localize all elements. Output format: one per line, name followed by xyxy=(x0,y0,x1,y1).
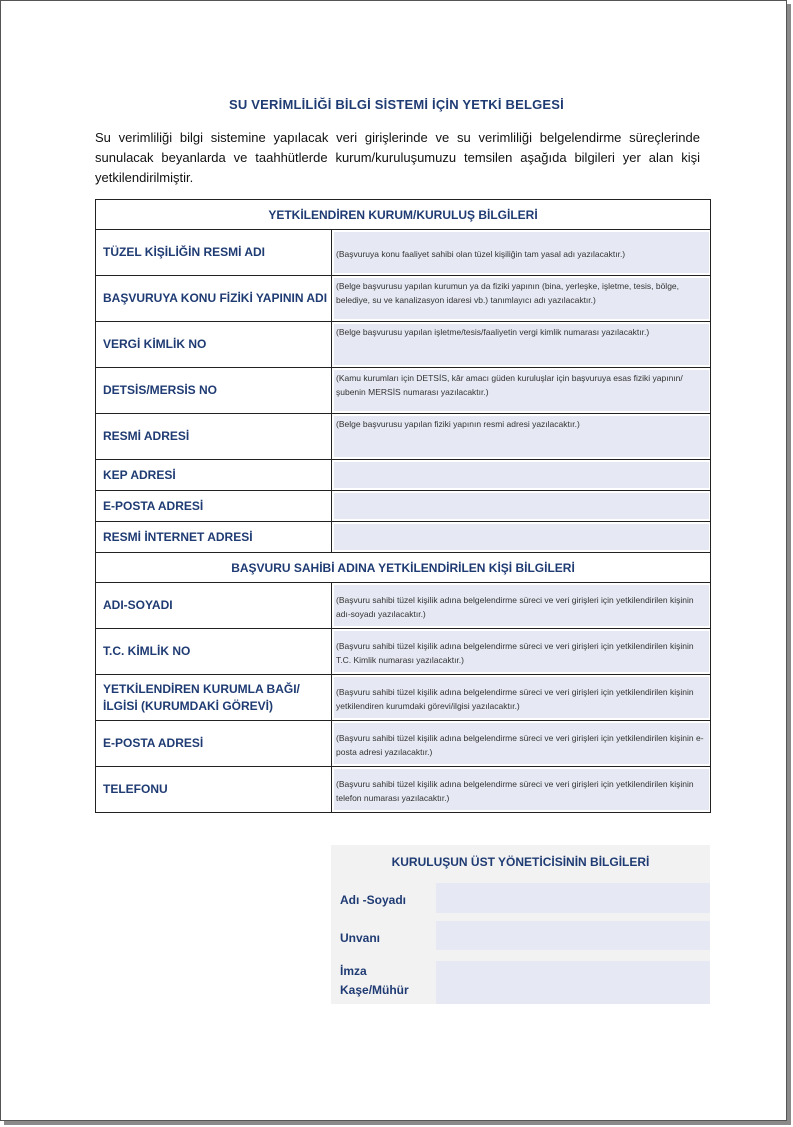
manager-name-label: Adı -Soyadı xyxy=(340,893,407,907)
manager-info-box xyxy=(331,845,710,1004)
signature-label: İmza xyxy=(340,964,367,978)
person-role-field[interactable] xyxy=(332,675,711,721)
intro-line: yetkilendirilmiştir. xyxy=(95,170,194,185)
field-hint: (Belge başvurusu yapılan fiziki yapının resmi adresi yazılacaktır.) xyxy=(336,419,580,429)
authorization-form-table xyxy=(95,199,711,813)
stamp-label: Kaşe/Mühür xyxy=(340,983,409,997)
intro-line: Su verimliliği bilgi sistemine yapılacak veri girişlerinde ve su verimliliği belgelendirme süreçlerinde xyxy=(95,130,700,145)
field-hint: (Belge başvurusu yapılan işletme/tesis/faaliyetin vergi kimlik numarası yazılacaktır.) xyxy=(336,327,650,337)
person-email-field[interactable] xyxy=(332,721,711,767)
field-hint: (Başvuru sahibi tüzel kişilik adına belgelendirme süreci ve veri girişleri için yetkilendirilen kişinin telefon numarası yazılacaktır.) xyxy=(336,779,694,803)
manager-name-field[interactable] xyxy=(436,883,710,913)
manager-box-heading: KURULUŞUN ÜST YÖNETİCİSİNİN BİLGİLERİ xyxy=(391,855,650,869)
org-email-field[interactable] xyxy=(332,491,711,522)
field-label: T.C. KİMLİK NO xyxy=(96,629,332,675)
manager-title-field[interactable] xyxy=(436,921,710,950)
field-label: TELEFONU xyxy=(96,767,332,813)
kep-address-field[interactable] xyxy=(332,460,711,491)
person-name-field[interactable] xyxy=(332,583,711,629)
official-address-field[interactable] xyxy=(332,414,711,460)
field-hint: (Belge başvurusu yapılan kurumun ya da fiziki yapının (bina, yerleşke, işletme, tesis, bölge, belediye, su ve kanalizasyon idaresi vb.) tanımlayıcı adı yazılacaktır.) xyxy=(336,281,680,305)
field-hint: (Başvuruya konu faaliyet sahibi olan tüzel kişiliğin tam yasal adı yazılacaktır.) xyxy=(336,249,626,259)
field-label: TÜZEL KİŞİLİĞİN RESMİ ADI xyxy=(96,230,332,276)
website-field[interactable] xyxy=(332,522,711,553)
field-label: E-POSTA ADRESİ xyxy=(96,491,332,522)
field-label: BAŞVURUYA KONU FİZİKİ YAPININ ADI xyxy=(96,276,332,322)
manager-title-label: Unvanı xyxy=(340,931,381,945)
org-section-heading: YETKİLENDİREN KURUM/KURULUŞ BİLGİLERİ xyxy=(96,200,711,230)
field-label: RESMİ ADRESİ xyxy=(96,414,332,460)
facility-name-field[interactable] xyxy=(332,276,711,322)
tax-id-field[interactable] xyxy=(332,322,711,368)
field-label: DETSİS/MERSİS NO xyxy=(96,368,332,414)
signature-stamp-field[interactable] xyxy=(436,961,710,1004)
field-label: ADI-SOYADI xyxy=(96,583,332,629)
intro-paragraph xyxy=(95,128,700,188)
field-hint: (Kamu kurumları için DETSİS, kâr amacı güden kuruluşlar için başvuruya esas fiziki yapının/şubenin MERSİS numarası yazılacaktır.) xyxy=(336,373,683,397)
document-title: SU VERİMLİLİĞİ BİLGİ SİSTEMİ İÇİN YETKİ BELGESİ xyxy=(229,97,564,112)
field-label: KEP ADRESİ xyxy=(96,460,332,491)
field-label: E-POSTA ADRESİ xyxy=(96,721,332,767)
field-label: VERGİ KİMLİK NO xyxy=(96,322,332,368)
national-id-field[interactable] xyxy=(332,629,711,675)
person-phone-field[interactable] xyxy=(332,767,711,813)
detsis-mersis-field[interactable] xyxy=(332,368,711,414)
field-hint: (Başvuru sahibi tüzel kişilik adına belgelendirme süreci ve veri girişleri için yetkilendirilen kişinin adı-soyadı yazılacaktır.) xyxy=(336,595,694,619)
legal-name-field[interactable] xyxy=(332,230,711,276)
intro-line: sunulacak beyanlarda ve taahhütlerde kurum/kuruluşumuzu temsilen aşağıda bilgileri yer alan kişi xyxy=(95,150,700,165)
field-hint: (Başvuru sahibi tüzel kişilik adına belgelendirme süreci ve veri girişleri için yetkilendirilen kişinin e-posta adresi yazılacaktır.) xyxy=(336,733,704,757)
field-hint: (Başvuru sahibi tüzel kişilik adına belgelendirme süreci ve veri girişleri için yetkilendirilen kişinin T.C. Kimlik numarası yazılacaktır.) xyxy=(336,641,694,665)
person-section-heading: BAŞVURU SAHİBİ ADINA YETKİLENDİRİLEN KİŞİ BİLGİLERİ xyxy=(96,553,711,583)
field-hint: (Başvuru sahibi tüzel kişilik adına belgelendirme süreci ve veri girişleri için yetkilendirilen kişinin yetkilendiren kurumdaki görevi/ilgisi yazılacaktır.) xyxy=(336,687,694,711)
field-label: YETKİLENDİREN KURUMLA BAĞI/İLGİSİ (KURUMDAKİ GÖREVİ) xyxy=(96,675,332,721)
field-label: RESMİ İNTERNET ADRESİ xyxy=(96,522,332,553)
